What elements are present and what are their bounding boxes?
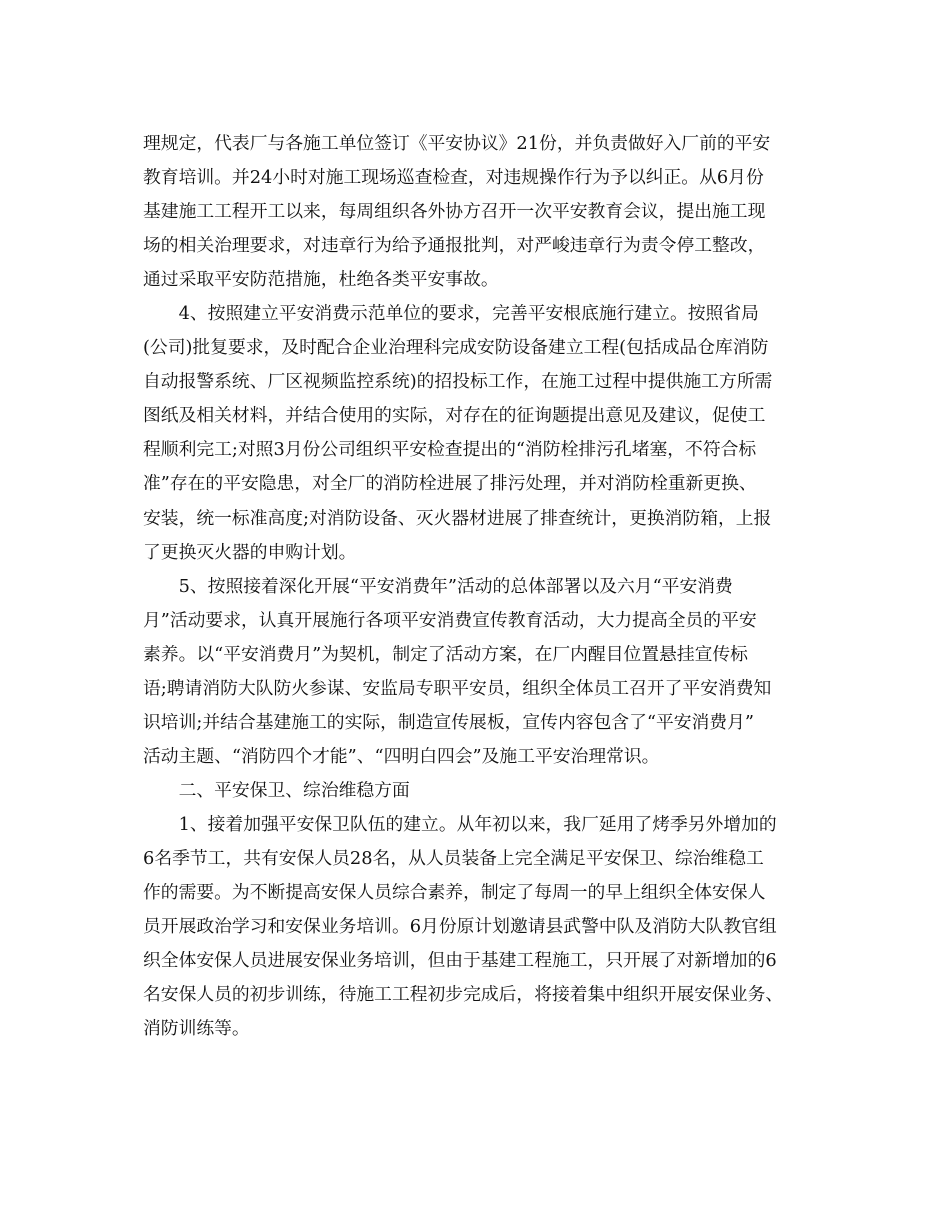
text-line-5: 通过采取平安防范措施，杜绝各类平安事故。 <box>143 269 499 291</box>
text-line-9: 图纸及相关材料，并结合使用的实际，对存在的征询题提出意见及建议，促使工 <box>143 405 766 427</box>
text-line-4: 场的相关治理要求，对违章行为给予通报批判，对严峻违章行为责令停工整改， <box>143 235 766 257</box>
text-line-19: 活动主题、“消防四个才能”、“四明白四会”及施工平安治理常识。 <box>143 745 660 767</box>
text-line-14: 5、按照接着深化开展“平安消费年”活动的总体部署以及六月“平安消费 <box>143 575 733 597</box>
text-line-17: 语;聘请消防大队防火参谋、安监局专职平安员，组织全体员工召开了平安消费知 <box>143 677 772 699</box>
text-line-24: 员开展政治学习和安保业务培训。6月份原计划邀请县武警中队及消防大队教官组 <box>143 916 777 938</box>
text-line-22: 6名季节工，共有安保人员28名，从人员装备上完全满足平安保卫、综治维稳工 <box>143 847 764 869</box>
text-line-1: 理规定，代表厂与各施工单位签订《平安协议》21份，并负责做好入厂前的平安 <box>143 133 771 154</box>
document-body <box>143 127 815 1046</box>
text-line-21: 1、接着加强平安保卫队伍的建立。从年初以来，我厂延用了烤季另外增加的 <box>143 813 777 835</box>
text-line-12: 安装，统一标准高度;对消防设备、灭火器材进展了排查统计，更换消防箱，上报 <box>143 507 772 529</box>
text-line-25: 织全体安保人员进展安保业务培训，但由于基建工程施工，只开展了对新增加的6 <box>143 950 777 972</box>
text-line-18: 识培训;并结合基建施工的实际，制造宣传展板，宣传内容包含了“平安消费月” <box>143 711 754 733</box>
text-line-11: 准”存在的平安隐患，对全厂的消防栓进展了排污处理，并对消防栓重新更换、 <box>143 473 757 495</box>
text-line-23: 作的需要。为不断提高安保人员综合素养，制定了每周一的早上组织全体安保人 <box>143 882 766 904</box>
text-line-16: 素养。以“平安消费月”为契机，制定了活动方案，在厂内醒目位置悬挂宣传标 <box>143 643 748 665</box>
text-line-8: 自动报警系统、厂区视频监控系统)的招投标工作，在施工过程中提供施工方所需 <box>143 371 773 393</box>
text-line-10: 程顺利完工;对照3月份公司组织平安检查提出的“消防栓排污孔堵塞，不符合标 <box>143 439 757 461</box>
text-line-2: 教育培训。并24小时对施工现场巡查检查，对违规操作行为予以纠正。从6月份 <box>143 167 764 189</box>
text-line-13: 了更换灭火器的申购计划。 <box>143 541 357 563</box>
text-line-3: 基建施工工程开工以来，每周组织各外协方召开一次平安教育会议，提出施工现 <box>143 201 766 223</box>
text-line-26: 名安保人员的初步训练，待施工工程初步完成后，将接着集中组织开展安保业务、 <box>143 984 784 1006</box>
text-line-27: 消防训练等。 <box>143 1018 250 1040</box>
text-line-20: 二、平安保卫、综治维稳方面 <box>143 779 410 801</box>
text-line-15: 月”活动要求，认真开展施行各项平安消费宣传教育活动，大力提高全员的平安 <box>143 609 757 631</box>
text-line-6: 4、按照建立平安消费示范单位的要求，完善平安根底施行建立。按照省局 <box>143 303 759 325</box>
text-line-7: (公司)批复要求，及时配合企业治理科完成安防设备建立工程(包括成品仓库消防 <box>143 337 769 359</box>
